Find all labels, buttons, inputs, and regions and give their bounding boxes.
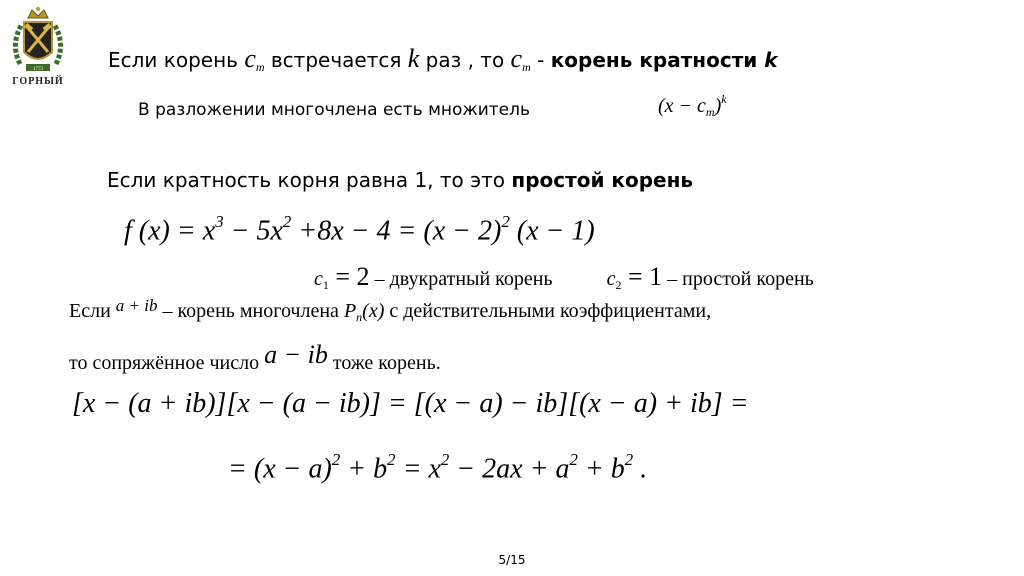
svg-text:1773: 1773 [33,67,43,72]
simple-root-definition: Если кратность корня равна 1, то это простой корень [107,168,694,192]
conjugate-product-expansion: [x − (a + ib)][x − (a − ib)] = [(x − a) − ib][(x − a) + ib] = [72,388,749,419]
multiplicity-definition: Если корень $c_m$ встречается k раз , то $c_m$ - корень кратности k [108,44,778,75]
polynomial-factorization: f $(x) = x^3 - 5x^2 +8x - 4 = (x - 2)^2$ (x − 1) [124,212,595,247]
logo-caption: ГОРНЫЙ [12,76,64,87]
factor-statement: В разложении многочлена есть множитель [138,100,531,120]
complex-root-statement: Если $^{a + ib}$ – корень многочлена $P_n(x)$ с действительными коэффициентами, [69,296,712,325]
quadratic-result: = $(x - a)^2 + b^2 = x^2 - 2ax + a^2 + b^2$ . [228,450,648,485]
conjugate-root-statement: то сопряжённое число a − ib тоже корень. [69,340,441,374]
factor-expression: $(x - c_m)^k$ [658,92,727,120]
page-number: 5/15 [498,553,526,567]
root-multiplicities: $c_1 = 2$ – двукратный корень $c_2 = 1$ – простой корень [314,262,814,293]
